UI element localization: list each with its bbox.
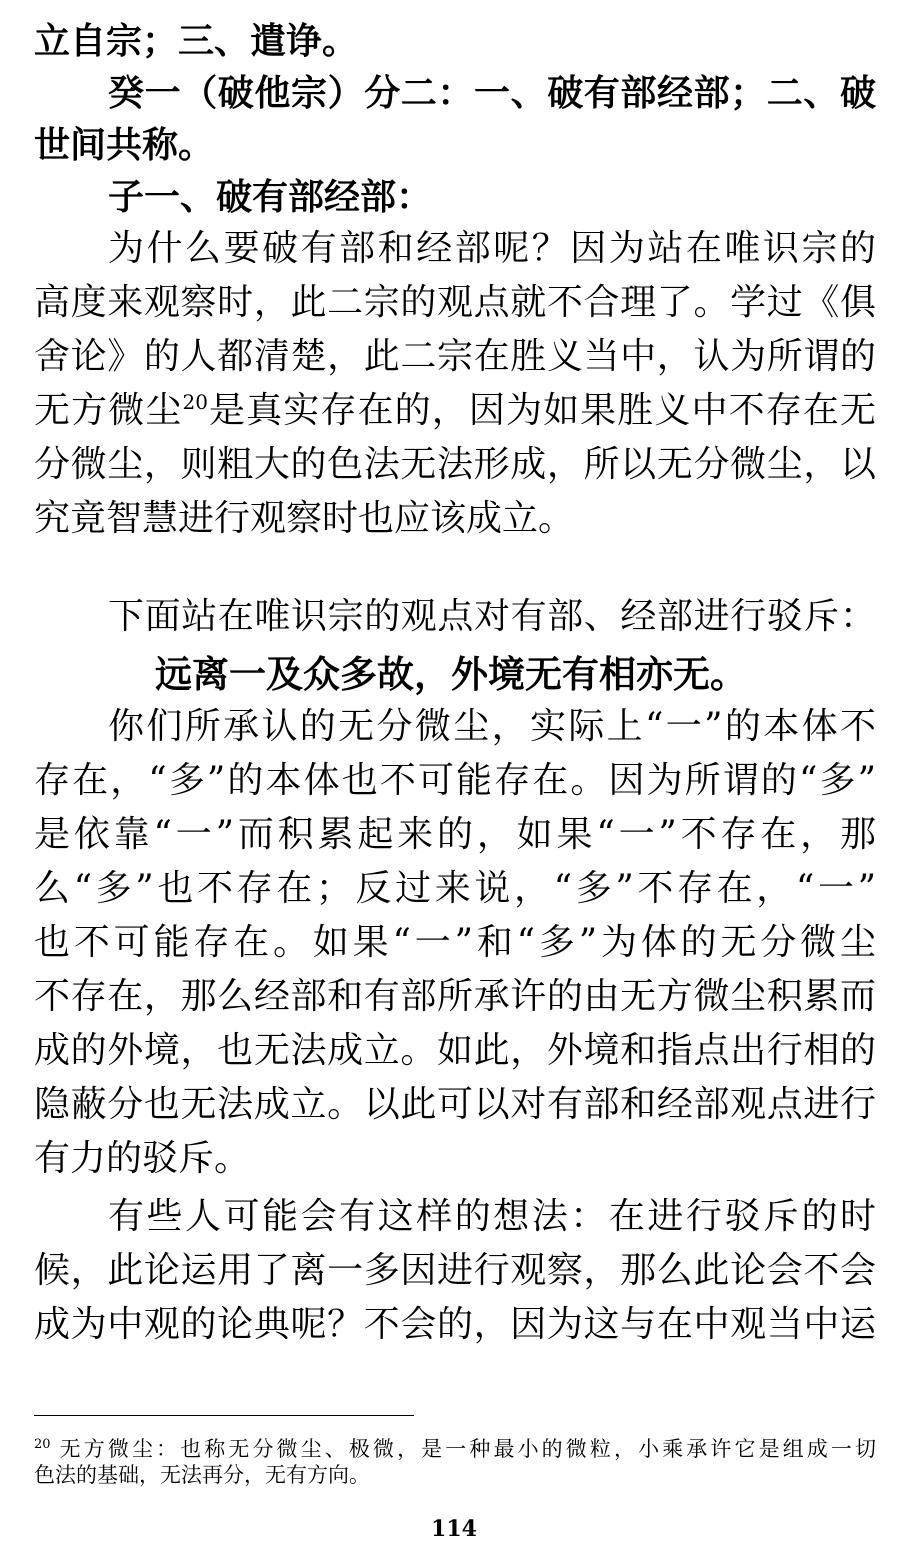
- heading-line-2: 癸一（破他宗）分二：一、破有部经部；二、破: [108, 72, 876, 114]
- para1-line-3: 舍论》的人都清楚，此二宗在胜义当中，认为所谓的: [34, 336, 876, 377]
- para3-line-4: 么“多”也不存在；反过来说，“多”不存在，“一”: [34, 868, 876, 909]
- heading-line-1: 立自宗；三、遣诤。: [34, 20, 359, 62]
- para1-line-4-rest: 是真实存在的，因为如果胜义中不存在无: [207, 390, 876, 431]
- para1-line-4-prefix: 无方微尘: [34, 390, 183, 431]
- para3-line-7: 成的外境，也无法成立。如此，外境和指点出行相的: [34, 1030, 876, 1071]
- footnote-line-2: 色法的基础，无法再分，无有方向。: [34, 1463, 370, 1487]
- para4-line-1: 有些人可能会有这样的想法：在进行驳斥的时: [108, 1196, 876, 1237]
- para1-line-6: 究竟智慧进行观察时也应该成立。: [34, 498, 575, 539]
- para3-line-5: 也不可能存在。如果“一”和“多”为体的无分微尘: [34, 922, 876, 963]
- footnote-text-1: 无方微尘：也称无分微尘、极微，是一种最小的微粒，小乘承许它是组成一切: [56, 1437, 876, 1461]
- heading-line-3: 世间共称。: [34, 124, 215, 166]
- para1-line-4: [34, 384, 876, 438]
- para2: 下面站在唯识宗的观点对有部、经部进行驳斥：: [108, 596, 876, 637]
- verse: 远离一及众多故，外境无有相亦无。: [155, 653, 747, 696]
- para1-line-2: 高度来观察时，此二宗的观点就不合理了。学过《俱: [34, 282, 876, 323]
- para3-line-9: 有力的驳斥。: [34, 1138, 251, 1179]
- footnote-number: 20: [34, 1437, 51, 1452]
- para1-line-5: 分微尘，则粗大的色法无法形成，所以无分微尘，以: [34, 444, 876, 485]
- para1-line-1: 为什么要破有部和经部呢？因为站在唯识宗的: [108, 228, 876, 269]
- para4-line-2: 候，此论运用了离一多因进行观察，那么此论会不会: [34, 1250, 876, 1291]
- para3-line-8: 隐蔽分也无法成立。以此可以对有部和经部观点进行: [34, 1084, 876, 1125]
- footnote-line-1: [34, 1430, 876, 1464]
- para3-line-6: 不存在，那么经部和有部所承许的由无方微尘积累而: [34, 976, 876, 1017]
- page-number: 114: [431, 1516, 477, 1542]
- para3-line-3: 是依靠“一”而积累起来的，如果“一”不存在，那: [34, 814, 876, 855]
- para3-line-1: 你们所承认的无分微尘，实际上“一”的本体不: [108, 706, 876, 747]
- subheading: 子一、破有部经部：: [108, 176, 433, 218]
- para4-line-3: 成为中观的论典呢？不会的，因为这与在中观当中运: [34, 1304, 876, 1345]
- footnote-divider: [34, 1415, 414, 1416]
- footnote-ref: 20: [182, 390, 208, 414]
- para3-line-2: 存在，“多”的本体也不可能存在。因为所谓的“多”: [34, 760, 876, 801]
